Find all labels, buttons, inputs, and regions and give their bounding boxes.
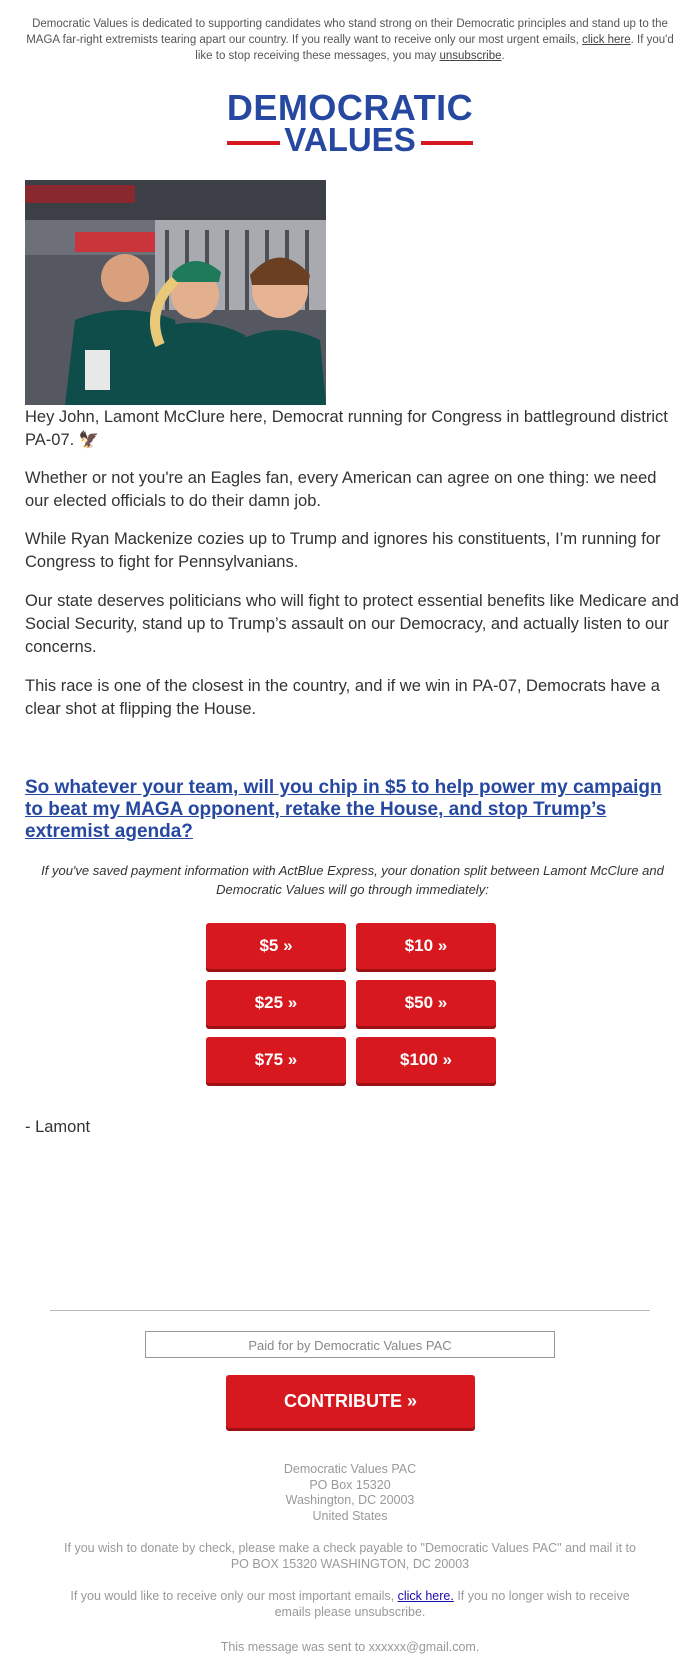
preheader: [24, 16, 676, 64]
donate-50-button[interactable]: $50 »: [356, 980, 496, 1026]
democratic-values-logo: [225, 89, 475, 159]
stadium-photo-illustration: [25, 180, 326, 405]
paid-for-by-box: Paid for by Democratic Values PAC: [145, 1331, 555, 1358]
important-emails-link[interactable]: click here.: [397, 1589, 454, 1603]
address-line: Washington, DC 20003: [285, 1493, 415, 1507]
footer-divider: [50, 1310, 650, 1311]
important-text-after: If you no longer wish to receive emails please unsubscribe.: [274, 1589, 630, 1619]
logo-line1: DEMOCRATIC: [226, 87, 474, 128]
donate-100-button[interactable]: $100 »: [356, 1037, 496, 1083]
actblue-note: If you've saved payment information with ActBlue Express, your donation split between Lamont McClure and Democratic Values will go through immediately:: [41, 863, 664, 897]
donation-ask-link[interactable]: So whatever your team, will you chip in $5 to help power my campaign to beat my MAGA opponent, retake the House, and stop Trump’s extremist agenda?: [25, 777, 662, 842]
sent-to-notice: This message was sent to xxxxxx@gmail.com.: [220, 1640, 480, 1654]
donate-75-button[interactable]: $75 »: [206, 1037, 346, 1083]
contribute-button[interactable]: CONTRIBUTE »: [226, 1375, 475, 1428]
paragraph-race: This race is one of the closest in the country, and if we win in PA-07, Democrats have a clear shot at flipping the House.: [25, 677, 660, 718]
donate-5-button[interactable]: $5 »: [206, 923, 346, 969]
email-preferences: [60, 1589, 640, 1620]
donate-10-button[interactable]: $10 »: [356, 923, 496, 969]
address-line: United States: [312, 1508, 388, 1523]
signoff: - Lamont: [25, 1118, 91, 1136]
preheader-text-end: .: [501, 50, 505, 62]
urgent-emails-link[interactable]: click here: [582, 34, 631, 46]
address-line: PO Box 15320: [309, 1477, 391, 1492]
unsubscribe-link[interactable]: unsubscribe: [439, 50, 502, 62]
logo-bar-right: [421, 141, 473, 145]
address-line: Democratic Values PAC: [283, 1462, 417, 1476]
preheader-text-middle: . If you'd like to stop receiving these messages, you may: [195, 34, 674, 62]
footer-address: [60, 1462, 640, 1524]
donate-25-button[interactable]: $25 »: [206, 980, 346, 1026]
important-text: If you would like to receive only our most important emails,: [70, 1589, 398, 1603]
paragraph-benefits: Our state deserves politicians who will fight to protect essential benefits like Medicare and Social Security, stand up to Trump’s assault on our Democracy, and actually listen to our concerns.: [25, 592, 679, 656]
logo-line2: VALUES: [284, 121, 416, 158]
paragraph-eagles: Whether or not you're an Eagles fan, every American can agree on one thing: we need our elected officials to do their damn job.: [25, 469, 657, 510]
stadium-photo: [25, 180, 326, 405]
paragraph-intro: Hey John, Lamont McClure here, Democrat running for Congress in battleground district PA-07. 🦅: [25, 408, 668, 449]
paragraph-opponent: While Ryan Mackenize cozies up to Trump and ignores his constituents, I’m running for Congress to fight for Pennsylvanians.: [25, 530, 661, 571]
preheader-text: Democratic Values is dedicated to supporting candidates who stand strong on their Democratic principles and stand up to the MAGA far-right extremists tearing apart our country. If you really want to receive only our most urgent emails,: [26, 18, 668, 46]
check-donation-info: If you wish to donate by check, please make a check payable to "Democratic Values PAC" and mail it to PO BOX 15320 WASHINGTON, DC 20003: [64, 1541, 636, 1571]
